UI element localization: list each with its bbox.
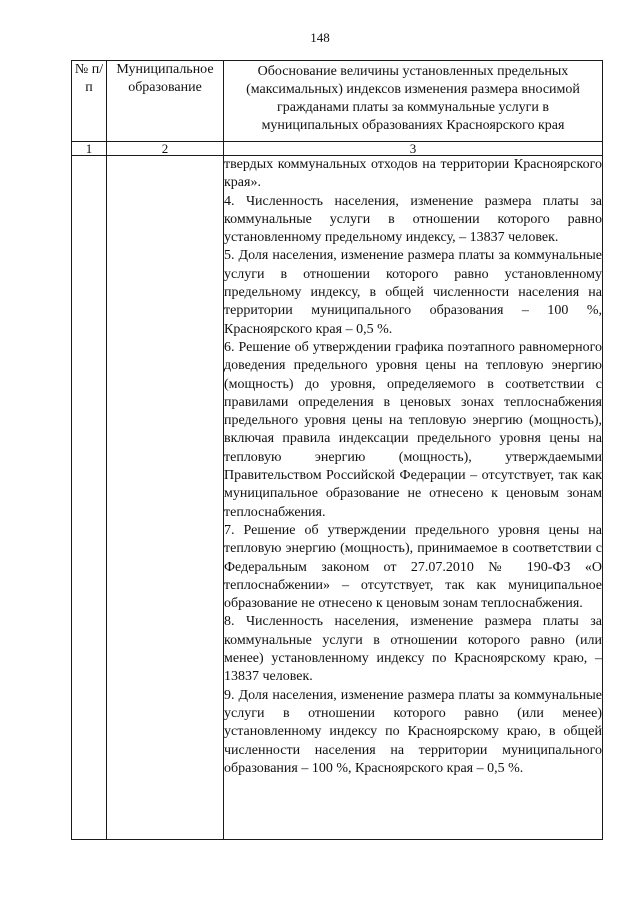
header-municipality: Муниципальное образование xyxy=(107,61,224,142)
column-number-2: 2 xyxy=(107,142,224,156)
row-justification-cell xyxy=(224,156,603,840)
justification-paragraph-4: 4. Численность населения, изменение размера платы за коммунальные услуги в отношении которого равно установленному предельному индексу, – 13837 человек. xyxy=(224,193,602,246)
justification-paragraph-9: 9. Доля населения, изменение размера платы за коммунальные услуги в отношении которого равно (или менее) установленному индексу по Красноярскому краю, в общей численности населения на территории муниципального образования – 100 %, Красноярского края – 0,5 %. xyxy=(224,687,602,776)
justification-paragraph-8: 8. Численность населения, изменение размера платы за коммунальные услуги в отношении которого равно (или менее) установленному индексу по Красноярскому краю, – 13837 человек. xyxy=(224,614,602,685)
column-number-3: 3 xyxy=(224,142,603,156)
row-number-cell xyxy=(72,156,107,840)
justification-paragraph-7: 7. Решение об утверждении предельного уровня цены на тепловую энергию (мощность), принимаемое в соответствии с Федеральным законом от 27.07.2010 № 190-ФЗ «О теплоснабжении» – отсутствует, так как муниципальное образование не отнесено к ценовым зонам теплоснабжения. xyxy=(224,522,602,612)
table-row xyxy=(72,156,603,840)
page-number: 148 xyxy=(310,30,330,45)
justification-table xyxy=(71,60,603,840)
header-justification: Обоснование величины установленных предельных (максимальных) индексов изменения размера вносимой гражданами платы за коммунальные услуги в муниципальных образованиях Красноярского края xyxy=(224,61,603,142)
justification-paragraph-continuation: твердых коммунальных отходов на территории Красноярского края». xyxy=(224,157,602,191)
header-number: № п/п xyxy=(72,61,107,142)
row-municipality-cell xyxy=(107,156,224,840)
table-header-row xyxy=(72,61,603,142)
justification-paragraph-5: 5. Доля населения, изменение размера платы за коммунальные услуги в отношении которого равно установленному предельному индексу, в общей численности населения на территории муниципального образования – 100 %, Красноярского края – 0,5 %. xyxy=(224,248,602,337)
column-number-row xyxy=(72,142,603,156)
justification-paragraph-6: 6. Решение об утверждении графика поэтапного равномерного доведения предельного уровня цены на тепловую энергию (мощность) до уровня, определяемого в соответствии с правилами определения в ценовых зонах теплоснабжения предельного уровня цены на тепловую энергию (мощность), включая правила индексации предельного уровня цены на тепловую энергию (мощность), утверждаемыми Правительством Российской Федерации – отсутствует, так как муниципальное образование не отнесено к ценовым зонам теплоснабжения. xyxy=(224,339,602,520)
column-number-1: 1 xyxy=(72,142,107,156)
